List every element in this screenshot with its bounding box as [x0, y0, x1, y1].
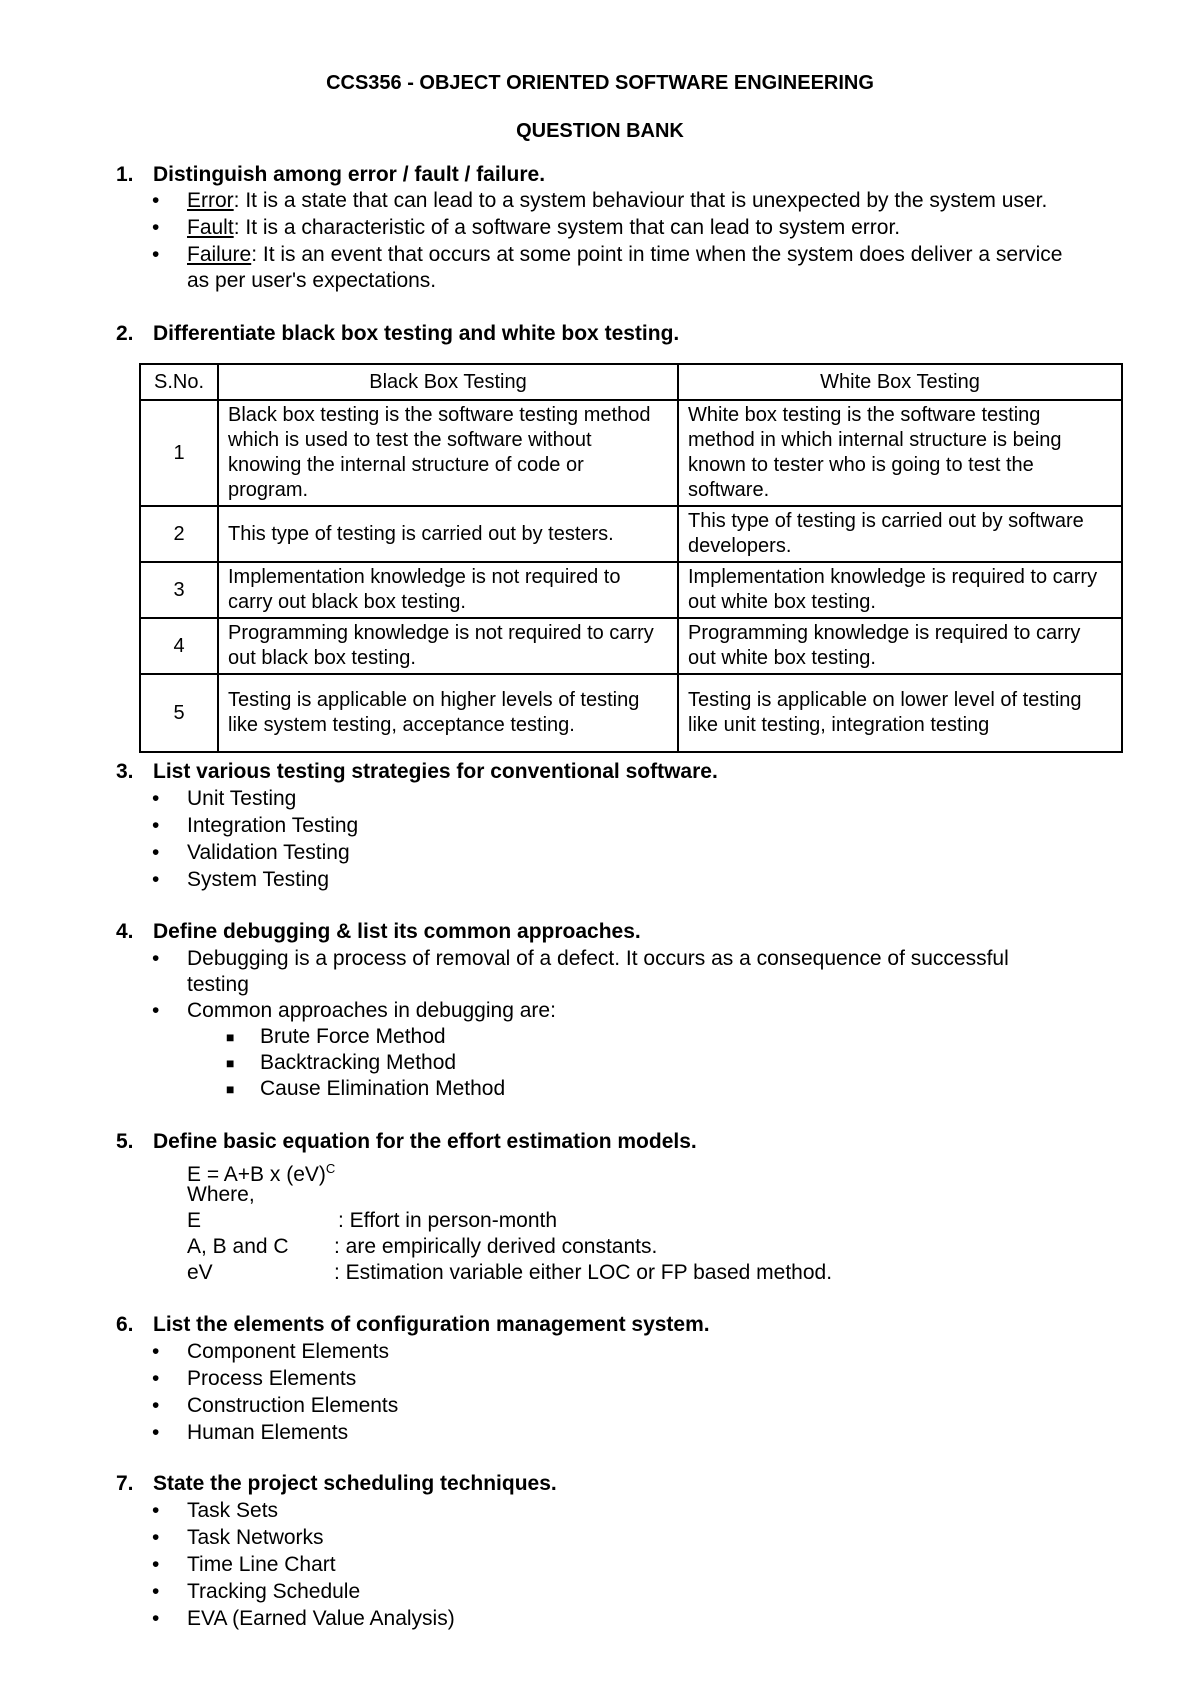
list-item-text: Task Networks: [187, 1526, 324, 1549]
table-header-black: Black Box Testing: [218, 364, 678, 400]
list-item-text: Task Sets: [187, 1499, 279, 1522]
list-item: •: [152, 947, 160, 970]
list-item-text: EVA (Earned Value Analysis): [187, 1607, 455, 1630]
table-cell-white: Testing is applicable on lower level of testing like unit testing, integration testing: [678, 674, 1122, 752]
equation-text: E = A+B x (eV): [187, 1163, 326, 1186]
list-item-text: Construction Elements: [187, 1394, 399, 1417]
comparison-table: [139, 363, 1123, 753]
table-row: [140, 618, 1122, 674]
question-4: [116, 920, 641, 944]
list-item: •: [152, 841, 160, 864]
table-row: [140, 674, 1122, 752]
square-bullet-icon: ■: [226, 1055, 235, 1071]
definition-text: : It is a characteristic of a software system that can lead to system error.: [233, 216, 901, 239]
table-cell-sno: 4: [140, 618, 218, 674]
list-item: •: [152, 1340, 160, 1363]
term-fault: Fault: [187, 216, 234, 239]
page-subtitle: QUESTION BANK: [516, 120, 684, 142]
table-row: [140, 562, 1122, 618]
question-2: [116, 322, 679, 346]
table-row: [140, 506, 1122, 562]
list-item-text: Time Line Chart: [187, 1553, 336, 1576]
table-cell-white: This type of testing is carried out by software developers.: [678, 506, 1122, 562]
table-cell-sno: 5: [140, 674, 218, 752]
table-cell-black: Programming knowledge is not required to carry out black box testing.: [218, 618, 678, 674]
table-cell-black: Testing is applicable on higher levels of testing like system testing, acceptance testing.: [218, 674, 678, 752]
list-item-text: Integration Testing: [187, 814, 359, 837]
sub-list-item: Backtracking Method: [260, 1051, 457, 1074]
question-text: Define debugging & list its common approaches.: [153, 920, 641, 943]
question-text: List the elements of configuration management system.: [153, 1313, 710, 1336]
table-header-row: [140, 364, 1122, 400]
list-item: [187, 242, 1062, 268]
def-symbol: eV: [187, 1261, 213, 1284]
list-item: [187, 188, 1047, 214]
list-item: [187, 215, 900, 241]
question-number: 1.: [116, 163, 134, 186]
def-symbol: A, B and C: [187, 1235, 289, 1258]
table-cell-sno: 1: [140, 400, 218, 506]
list-item: •: [152, 1580, 160, 1603]
list-item-text: System Testing: [187, 868, 330, 891]
list-item: •: [152, 1553, 160, 1576]
table-header-white: White Box Testing: [678, 364, 1122, 400]
sub-list-item: Cause Elimination Method: [260, 1077, 506, 1100]
question-3: [116, 760, 718, 784]
table-header-sno: S.No.: [140, 364, 218, 400]
list-item-continuation: testing: [187, 973, 249, 996]
list-item: •: [152, 216, 160, 239]
course-title: CCS356 - OBJECT ORIENTED SOFTWARE ENGINEERING: [326, 72, 874, 94]
question-number: 3.: [116, 760, 134, 783]
question-number: 7.: [116, 1472, 134, 1495]
question-text: Distinguish among error / fault / failure.: [153, 163, 546, 186]
list-item: •: [152, 868, 160, 891]
list-item: •: [152, 1367, 160, 1390]
square-bullet-icon: ■: [226, 1081, 235, 1097]
table-cell-sno: 2: [140, 506, 218, 562]
table-cell-white: Implementation knowledge is required to carry out white box testing.: [678, 562, 1122, 618]
list-item: •: [152, 787, 160, 810]
where-label: Where,: [187, 1183, 255, 1206]
list-item: •: [152, 1421, 160, 1444]
question-number: 5.: [116, 1130, 134, 1153]
list-item-text: Common approaches in debugging are:: [187, 999, 556, 1022]
equation-exponent: C: [325, 1161, 336, 1176]
table-cell-white: White box testing is the software testing method in which internal structure is being known to tester who is going to test the software.: [678, 400, 1122, 506]
list-item: •: [152, 814, 160, 837]
definition-continuation: as per user's expectations.: [187, 269, 437, 292]
list-item-text: Unit Testing: [187, 787, 297, 810]
question-1: [116, 163, 545, 187]
list-item: •: [152, 1394, 160, 1417]
question-text: Differentiate black box testing and white box testing.: [153, 322, 680, 345]
question-6: [116, 1313, 710, 1337]
list-item: •: [152, 1499, 160, 1522]
list-item-text: Validation Testing: [187, 841, 350, 864]
question-text: List various testing strategies for conventional software.: [153, 760, 718, 783]
list-item: •: [152, 999, 160, 1022]
term-error: Error: [187, 189, 234, 212]
def-description: : Effort in person-month: [338, 1209, 558, 1232]
def-symbol: E: [187, 1209, 202, 1232]
table-cell-black: Implementation knowledge is not required to carry out black box testing.: [218, 562, 678, 618]
sub-list-item: Brute Force Method: [260, 1025, 446, 1048]
question-number: 4.: [116, 920, 134, 943]
definition-text: : It is an event that occurs at some point in time when the system does deliver a service: [251, 243, 1063, 266]
list-item: •: [152, 1607, 160, 1630]
def-description: : are empirically derived constants.: [334, 1235, 658, 1258]
table-cell-white: Programming knowledge is required to carry out white box testing.: [678, 618, 1122, 674]
question-5: [116, 1130, 697, 1154]
list-item-text: Debugging is a process of removal of a defect. It occurs as a consequence of successful: [187, 947, 1009, 970]
table-cell-sno: 3: [140, 562, 218, 618]
list-item-text: Tracking Schedule: [187, 1580, 361, 1603]
list-item-text: Process Elements: [187, 1367, 357, 1390]
table-row: [140, 400, 1122, 506]
square-bullet-icon: ■: [226, 1029, 235, 1045]
table-cell-black: This type of testing is carried out by testers.: [218, 506, 678, 562]
list-item: •: [152, 243, 160, 266]
def-description: : Estimation variable either LOC or FP based method.: [334, 1261, 833, 1284]
term-failure: Failure: [187, 243, 252, 266]
definition-text: : It is a state that can lead to a system behaviour that is unexpected by the system user.: [233, 189, 1048, 212]
question-number: 6.: [116, 1313, 134, 1336]
list-item-text: Component Elements: [187, 1340, 389, 1363]
list-item: •: [152, 1526, 160, 1549]
question-text: Define basic equation for the effort estimation models.: [153, 1130, 697, 1153]
question-text: State the project scheduling techniques.: [153, 1472, 557, 1495]
list-item: •: [152, 189, 160, 212]
question-7: [116, 1472, 557, 1496]
question-number: 2.: [116, 322, 134, 345]
list-item-text: Human Elements: [187, 1421, 349, 1444]
table-cell-black: Black box testing is the software testing method which is used to test the software without knowing the internal structure of code or program.: [218, 400, 678, 506]
